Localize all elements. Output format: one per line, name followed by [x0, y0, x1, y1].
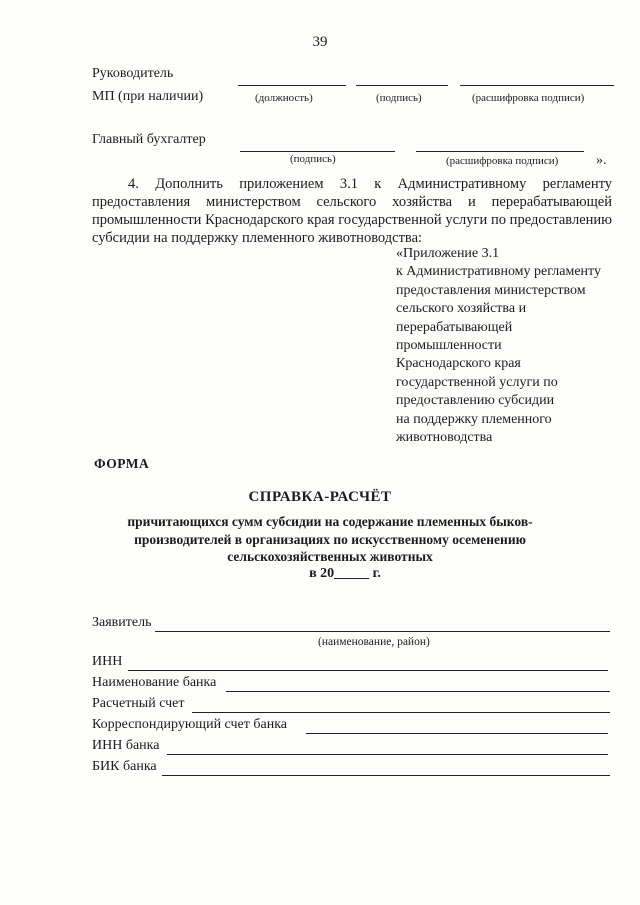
page-number: 39 — [312, 34, 328, 50]
appendix-line: государственной услуги по — [396, 374, 558, 390]
applicant-label: Заявитель — [92, 615, 152, 630]
signature-line — [356, 85, 448, 86]
position-line — [238, 85, 346, 86]
seal-label: МП (при наличии) — [92, 89, 204, 104]
signature-hint: (подпись) — [376, 92, 422, 104]
document-subtitle: причитающихся сумм субсидии на содержание племенных быков-производителей в организациях по искусственному осеменению сельскохозяйственных животных — [127, 514, 533, 564]
appendix-line: Краснодарского края — [396, 356, 521, 372]
inn-input-line[interactable] — [128, 670, 608, 671]
account-input-line[interactable] — [192, 712, 610, 713]
appendix-line: сельского хозяйства и — [396, 301, 527, 317]
bik-input-line[interactable] — [162, 775, 610, 776]
inn-label: ИНН — [92, 654, 123, 669]
appendix-line: животноводства — [396, 430, 493, 446]
accountant-signature-line — [240, 151, 395, 152]
accountant-signature-hint: (подпись) — [290, 153, 336, 165]
amendment-paragraph — [92, 175, 612, 247]
closing-mark: ». — [596, 153, 607, 168]
form-label: ФОРМА — [94, 456, 150, 471]
accountant-decryption-line — [416, 151, 584, 152]
decryption-line — [460, 85, 614, 86]
bik-label: БИК банка — [92, 759, 157, 774]
appendix-reference — [396, 245, 626, 447]
amendment-text: 4. Дополнить приложением 3.1 к Административному регламенту предоставления министерством сельского хозяйства и перерабатывающей промышленности Краснодарского края государственной услуги по предоставлению субсидии на поддержку племенного животноводства: — [92, 176, 612, 246]
position-hint: (должность) — [255, 92, 313, 104]
appendix-line: перерабатывающей — [396, 319, 513, 335]
appendix-line: к Административному регламенту — [396, 264, 601, 280]
appendix-line: «Приложение 3.1 — [396, 246, 500, 261]
corr-account-input-line[interactable] — [306, 733, 608, 734]
year-line: в 20_____ г. — [309, 566, 381, 581]
account-label: Расчетный счет — [92, 696, 185, 711]
applicant-input-line[interactable] — [155, 631, 610, 632]
appendix-line: промышленности — [396, 338, 502, 354]
corr-account-label: Корреспондирующий счет банка — [92, 717, 287, 732]
bank-name-label: Наименование банка — [92, 675, 217, 690]
appendix-line: на поддержку племенного — [396, 411, 552, 427]
appendix-line: предоставления министерством — [396, 282, 586, 298]
applicant-hint: (наименование, район) — [318, 636, 430, 648]
bank-name-input-line[interactable] — [226, 691, 610, 692]
accountant-decryption-hint: (расшифровка подписи) — [446, 155, 559, 167]
decryption-hint: (расшифровка подписи) — [472, 92, 585, 104]
appendix-line: предоставлению субсидии — [396, 393, 555, 409]
head-label: Руководитель — [92, 66, 174, 81]
bank-inn-label: ИНН банка — [92, 738, 160, 753]
bank-inn-input-line[interactable] — [167, 754, 608, 755]
document-title: СПРАВКА-РАСЧЁТ — [248, 489, 392, 505]
chief-accountant-label: Главный бухгалтер — [92, 132, 206, 147]
